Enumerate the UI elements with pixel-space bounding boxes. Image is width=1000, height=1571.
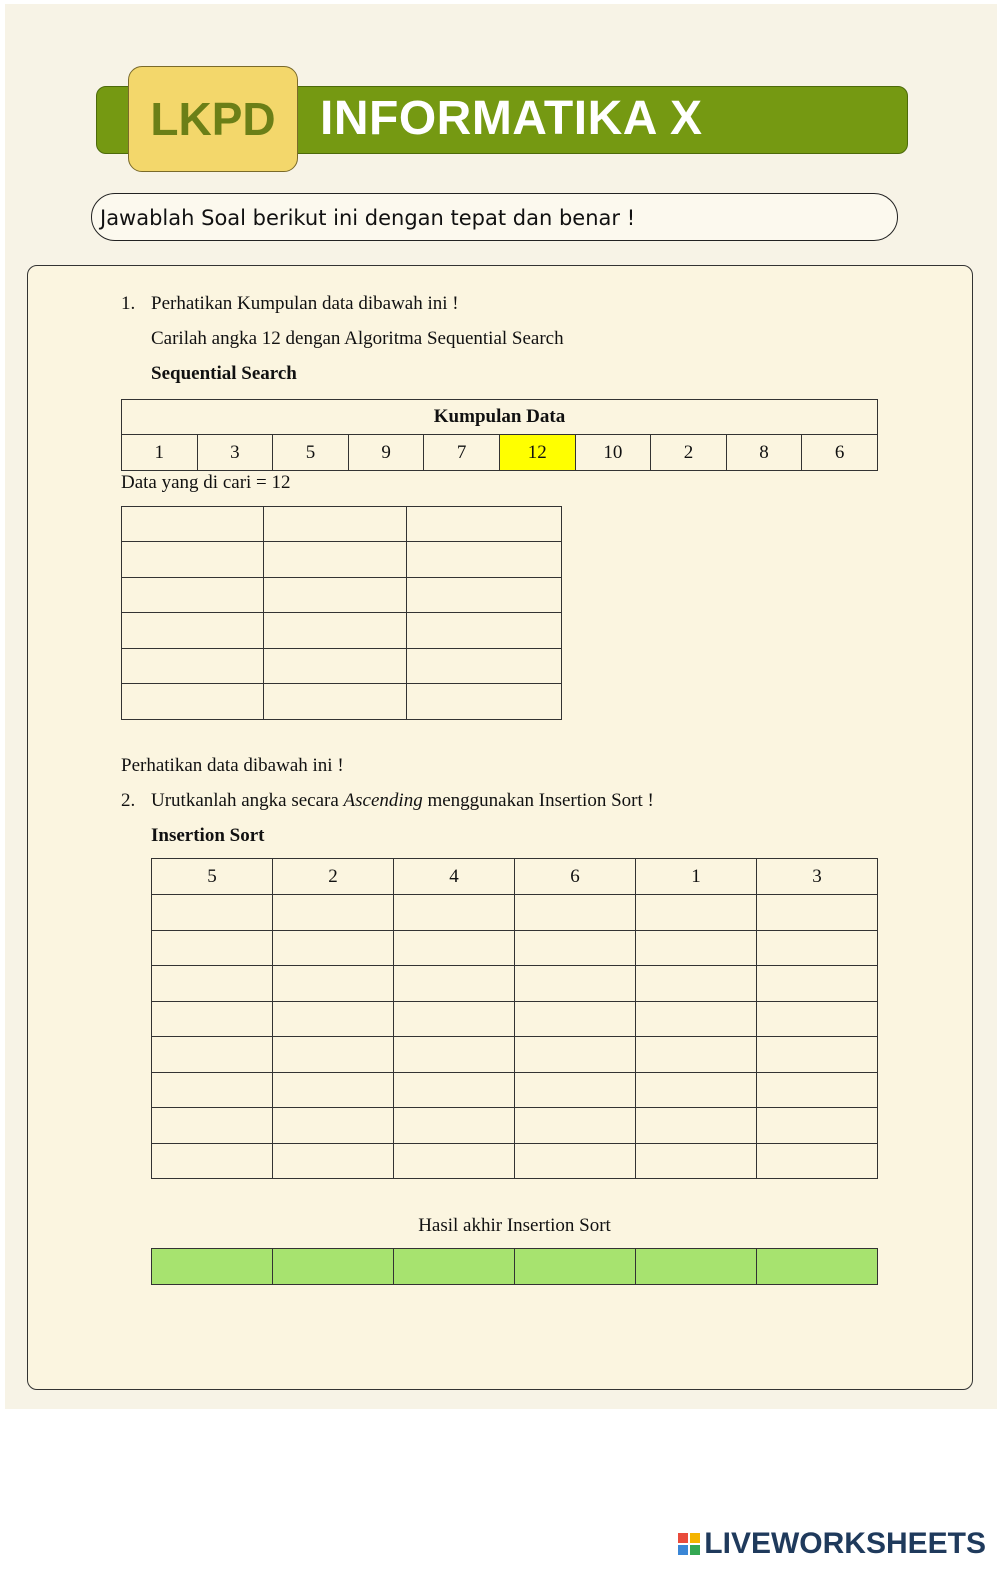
sort-step-cell[interactable] — [757, 895, 878, 931]
sort-step-cell[interactable] — [152, 931, 273, 966]
result-table — [151, 1248, 878, 1285]
sort-step-cell[interactable] — [636, 1037, 757, 1073]
sort-step-cell[interactable] — [636, 895, 757, 931]
sort-step-cell[interactable] — [152, 1108, 273, 1144]
sort-step-cell[interactable] — [273, 1144, 394, 1179]
answer-cell[interactable] — [264, 507, 407, 542]
result-cell[interactable] — [273, 1249, 394, 1285]
header-title: INFORMATIKA X — [320, 92, 703, 145]
q2-number: 2. — [121, 790, 136, 811]
sort-step-cell[interactable] — [273, 1002, 394, 1037]
sort-step-cell[interactable] — [152, 1002, 273, 1037]
sort-value-cell: 3 — [757, 859, 878, 895]
q1-number: 1. — [121, 293, 136, 314]
logo-square — [690, 1545, 700, 1555]
sort-step-cell[interactable] — [394, 1073, 515, 1108]
sort-step-cell[interactable] — [394, 1144, 515, 1179]
data-table — [121, 399, 878, 471]
instruction-box: Jawablah Soal berikut ini dengan tepat dan benar ! — [91, 193, 898, 241]
sort-step-cell[interactable] — [273, 1037, 394, 1073]
data-table-title: Kumpulan Data — [122, 400, 878, 435]
q2-heading: Insertion Sort — [151, 825, 265, 846]
sort-step-cell[interactable] — [273, 966, 394, 1002]
sort-step-cell[interactable] — [273, 1108, 394, 1144]
sort-step-cell[interactable] — [152, 966, 273, 1002]
sort-step-cell[interactable] — [152, 1073, 273, 1108]
sort-step-cell[interactable] — [636, 1144, 757, 1179]
liveworksheets-logo — [678, 1526, 986, 1562]
answer-cell[interactable] — [264, 578, 407, 613]
sort-step-cell[interactable] — [757, 1002, 878, 1037]
q2-text-italic: Ascending — [343, 790, 423, 811]
sort-value-cell: 5 — [152, 859, 273, 895]
sort-step-cell[interactable] — [515, 931, 636, 966]
logo-square — [690, 1533, 700, 1543]
sort-step-cell[interactable] — [636, 931, 757, 966]
answer-cell[interactable] — [407, 507, 562, 542]
sort-step-cell[interactable] — [515, 895, 636, 931]
sort-step-cell[interactable] — [757, 931, 878, 966]
sort-step-cell[interactable] — [273, 931, 394, 966]
q2-text-after: menggunakan Insertion Sort ! — [422, 790, 654, 811]
data-cell: 8 — [726, 435, 802, 471]
answer-cell[interactable] — [122, 684, 264, 720]
answer-cell[interactable] — [264, 649, 407, 684]
sort-step-cell[interactable] — [394, 931, 515, 966]
sort-step-cell[interactable] — [394, 895, 515, 931]
sort-step-cell[interactable] — [515, 1108, 636, 1144]
sort-value-cell: 2 — [273, 859, 394, 895]
result-cell[interactable] — [515, 1249, 636, 1285]
search-answer-table — [121, 506, 562, 720]
logo-square — [678, 1545, 688, 1555]
result-cell[interactable] — [394, 1249, 515, 1285]
data-cell: 10 — [575, 435, 651, 471]
result-cell[interactable] — [757, 1249, 878, 1285]
sort-step-cell[interactable] — [515, 1144, 636, 1179]
answer-cell[interactable] — [122, 578, 264, 613]
sort-step-cell[interactable] — [394, 1002, 515, 1037]
data-cell-highlighted: 12 — [499, 435, 575, 471]
data-cell: 1 — [122, 435, 198, 471]
answer-cell[interactable] — [407, 542, 562, 578]
data-cell: 5 — [273, 435, 349, 471]
sort-value-cell: 6 — [515, 859, 636, 895]
q1-line2: Carilah angka 12 dengan Algoritma Sequential Search — [151, 328, 564, 349]
liveworksheets-logo-icon — [678, 1533, 700, 1555]
q1-heading: Sequential Search — [151, 363, 297, 384]
answer-cell[interactable] — [264, 684, 407, 720]
answer-cell[interactable] — [407, 649, 562, 684]
insertion-sort-table — [151, 858, 878, 1179]
answer-cell[interactable] — [407, 578, 562, 613]
answer-cell[interactable] — [264, 542, 407, 578]
liveworksheets-brand: LIVEWORKSHEETS — [704, 1527, 986, 1560]
sort-step-cell[interactable] — [636, 1108, 757, 1144]
sort-step-cell[interactable] — [515, 966, 636, 1002]
result-label: Hasil akhir Insertion Sort — [418, 1215, 611, 1236]
header-badge: LKPD — [128, 66, 298, 172]
sort-step-cell[interactable] — [636, 1002, 757, 1037]
q2-text-before: Urutkanlah angka secara — [151, 790, 344, 811]
data-cell: 2 — [651, 435, 727, 471]
q2-question — [151, 790, 654, 812]
data-cell: 9 — [348, 435, 424, 471]
result-cell[interactable] — [636, 1249, 757, 1285]
sort-value-cell: 1 — [636, 859, 757, 895]
logo-square — [678, 1533, 688, 1543]
sort-step-cell[interactable] — [273, 895, 394, 931]
sort-step-cell[interactable] — [515, 1037, 636, 1073]
sort-step-cell[interactable] — [152, 1037, 273, 1073]
sort-step-cell[interactable] — [152, 1144, 273, 1179]
sort-step-cell[interactable] — [394, 966, 515, 1002]
answer-cell[interactable] — [122, 542, 264, 578]
search-target-label: Data yang di cari = 12 — [121, 472, 291, 493]
data-cell: 3 — [197, 435, 273, 471]
answer-cell[interactable] — [407, 684, 562, 720]
result-cell[interactable] — [152, 1249, 273, 1285]
sort-step-cell[interactable] — [152, 895, 273, 931]
answer-cell[interactable] — [122, 507, 264, 542]
sort-step-cell[interactable] — [394, 1108, 515, 1144]
sort-step-cell[interactable] — [757, 1037, 878, 1073]
sort-step-cell[interactable] — [636, 1073, 757, 1108]
sort-step-cell[interactable] — [394, 1037, 515, 1073]
sort-step-cell[interactable] — [636, 966, 757, 1002]
sort-step-cell[interactable] — [273, 1073, 394, 1108]
sort-step-cell[interactable] — [757, 1073, 878, 1108]
sort-step-cell[interactable] — [757, 966, 878, 1002]
answer-cell[interactable] — [407, 613, 562, 649]
answer-cell[interactable] — [122, 649, 264, 684]
sort-value-cell: 4 — [394, 859, 515, 895]
sort-step-cell[interactable] — [757, 1108, 878, 1144]
answer-cell[interactable] — [122, 613, 264, 649]
data-cell: 6 — [802, 435, 878, 471]
q1-line1: Perhatikan Kumpulan data dibawah ini ! — [151, 293, 459, 314]
sort-step-cell[interactable] — [515, 1073, 636, 1108]
sort-step-cell[interactable] — [515, 1002, 636, 1037]
sort-step-cell[interactable] — [757, 1144, 878, 1179]
data-cell: 7 — [424, 435, 500, 471]
q2-intro: Perhatikan data dibawah ini ! — [121, 755, 344, 776]
answer-cell[interactable] — [264, 613, 407, 649]
